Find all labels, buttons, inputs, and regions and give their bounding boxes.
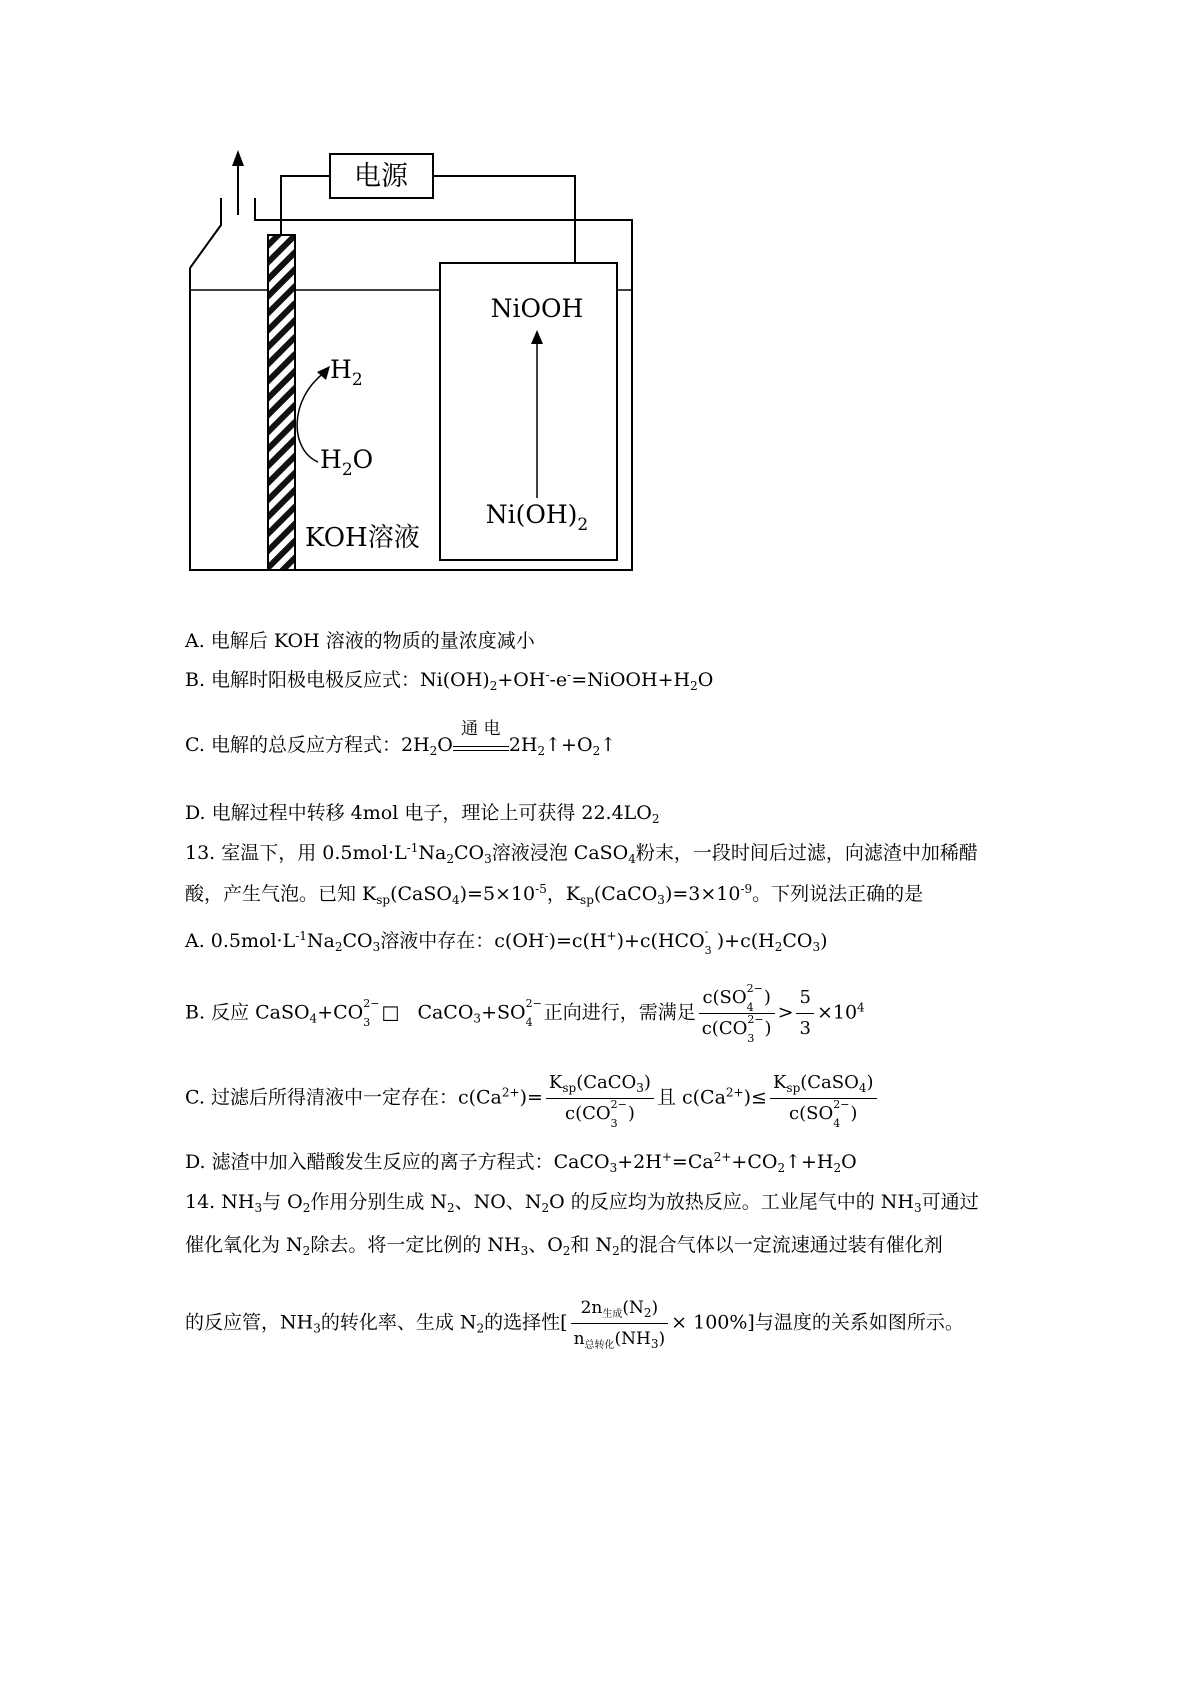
q13-option-b: B. 反应 CaSO$_4$+CO 2− 3 □ CaCO$_3$+SO 2− 4 正向进行，需满足 c(SO 2− 4 ) c(CO 2− 3 ) > $\frac{5}{3}$ $\times 10^4$	[185, 982, 865, 1045]
wire-left	[281, 176, 330, 235]
h2o-label: $H_2O$	[320, 445, 374, 480]
equilibrium-symbol: □	[381, 1001, 400, 1024]
q12-option-c: C. 电解的总反应方程式：$2H_2O$ 通 电 $2H_2↑+O_2↑$	[185, 719, 617, 758]
selectivity-fraction: $\frac{2n_{生成}(N_2)}{n_{总转化}(NH_3)}$	[571, 1295, 669, 1352]
gas-outlet-arrowhead	[232, 150, 244, 166]
ksp-caso4-fraction: $K_{sp}(CaSO_4)$ c(SO 2− 4 )	[770, 1070, 877, 1127]
electrolysis-diagram	[0, 0, 1200, 600]
q14-stem-line1: 14. $NH_3$与 $O_2$作用分别生成 $N_2$、NO、$N_2O$ 的反应均为放热反应。工业尾气中的 $NH_3$可通过	[185, 1191, 979, 1215]
niooh-label: NiOOH	[490, 294, 584, 323]
left-electrode	[268, 235, 295, 570]
q13-option-a: A. $0.5mol\cdot L^{-1}Na_2CO_3$溶液中存在：c(OH-)=c(H+)+c(HCO - 3 )$+c(H_2CO_3)$	[185, 925, 828, 957]
reaction-condition: 通 电	[453, 738, 509, 751]
q12-option-d: D. 电解过程中转移 4mol 电子，理论上可获得 $22.4LO_2$	[185, 802, 660, 826]
q14-stem-line3: 的反应管，$NH_3$的转化率、生成 $N_2$的选择性[ $\frac{2n_{生成}(N_2)}{n_{总转化}(NH_3)}$ × 100%]与温度的关系如图所示。	[185, 1295, 964, 1352]
five-thirds-fraction: $\frac{5}{3}$	[796, 985, 813, 1042]
q13-stem-line2: 酸，产生气泡。已知 $K_{sp}(CaSO_4)=5\times 10^{-5}$，$K_{sp}(CaCO_3)=3\times 10^{-9}$。下列说法正确的是	[185, 882, 924, 907]
power-source-label: 电源	[354, 161, 408, 192]
q12-option-a: A. 电解后 KOH 溶液的物质的量浓度减小	[185, 630, 535, 652]
q13-stem-line1: 13. 室温下，用 $0.5mol\cdot L^{-1}Na_2CO_3$溶液浸泡 CaSO$_4$粉末，一段时间后过滤，向滤渣中加稀醋	[185, 841, 978, 866]
nioh2-label: $Ni(OH)_2$	[485, 500, 589, 535]
q12-option-b: B. 电解时阳极电极反应式：$Ni(OH)_2+OH^--e^-=NiOOH+H_2O$	[185, 668, 714, 693]
q13-option-d: D. 滤渣中加入醋酸发生反应的离子方程式：$CaCO_3+2H^+=Ca^{2+}+CO_2↑+H_2O$	[185, 1150, 857, 1175]
q13-option-c: C. 过滤后所得清液中一定存在：$c(Ca^{2+})=$ $K_{sp}(CaCO_3)$ c(CO 2− 3 ) 且 $c(Ca^{2+})\le$ $K_{sp}(CaSO_4)$ c(SO 2− 4 )	[185, 1070, 880, 1127]
ratio-fraction: c(SO 2− 4 ) c(CO 2− 3 )	[699, 985, 775, 1042]
q14-stem-line2: 催化氧化为 $N_2$除去。将一定比例的 $NH_3$、$O_2$和 $N_2$的混合气体以一定流速通过装有催化剂	[185, 1234, 943, 1258]
container-neck-left	[190, 198, 221, 268]
koh-solution-label: KOH溶液	[305, 523, 420, 553]
h2-label: $H_2$	[330, 355, 363, 390]
ksp-caco3-fraction: $K_{sp}(CaCO_3)$ c(CO 2− 3 )	[546, 1070, 654, 1127]
